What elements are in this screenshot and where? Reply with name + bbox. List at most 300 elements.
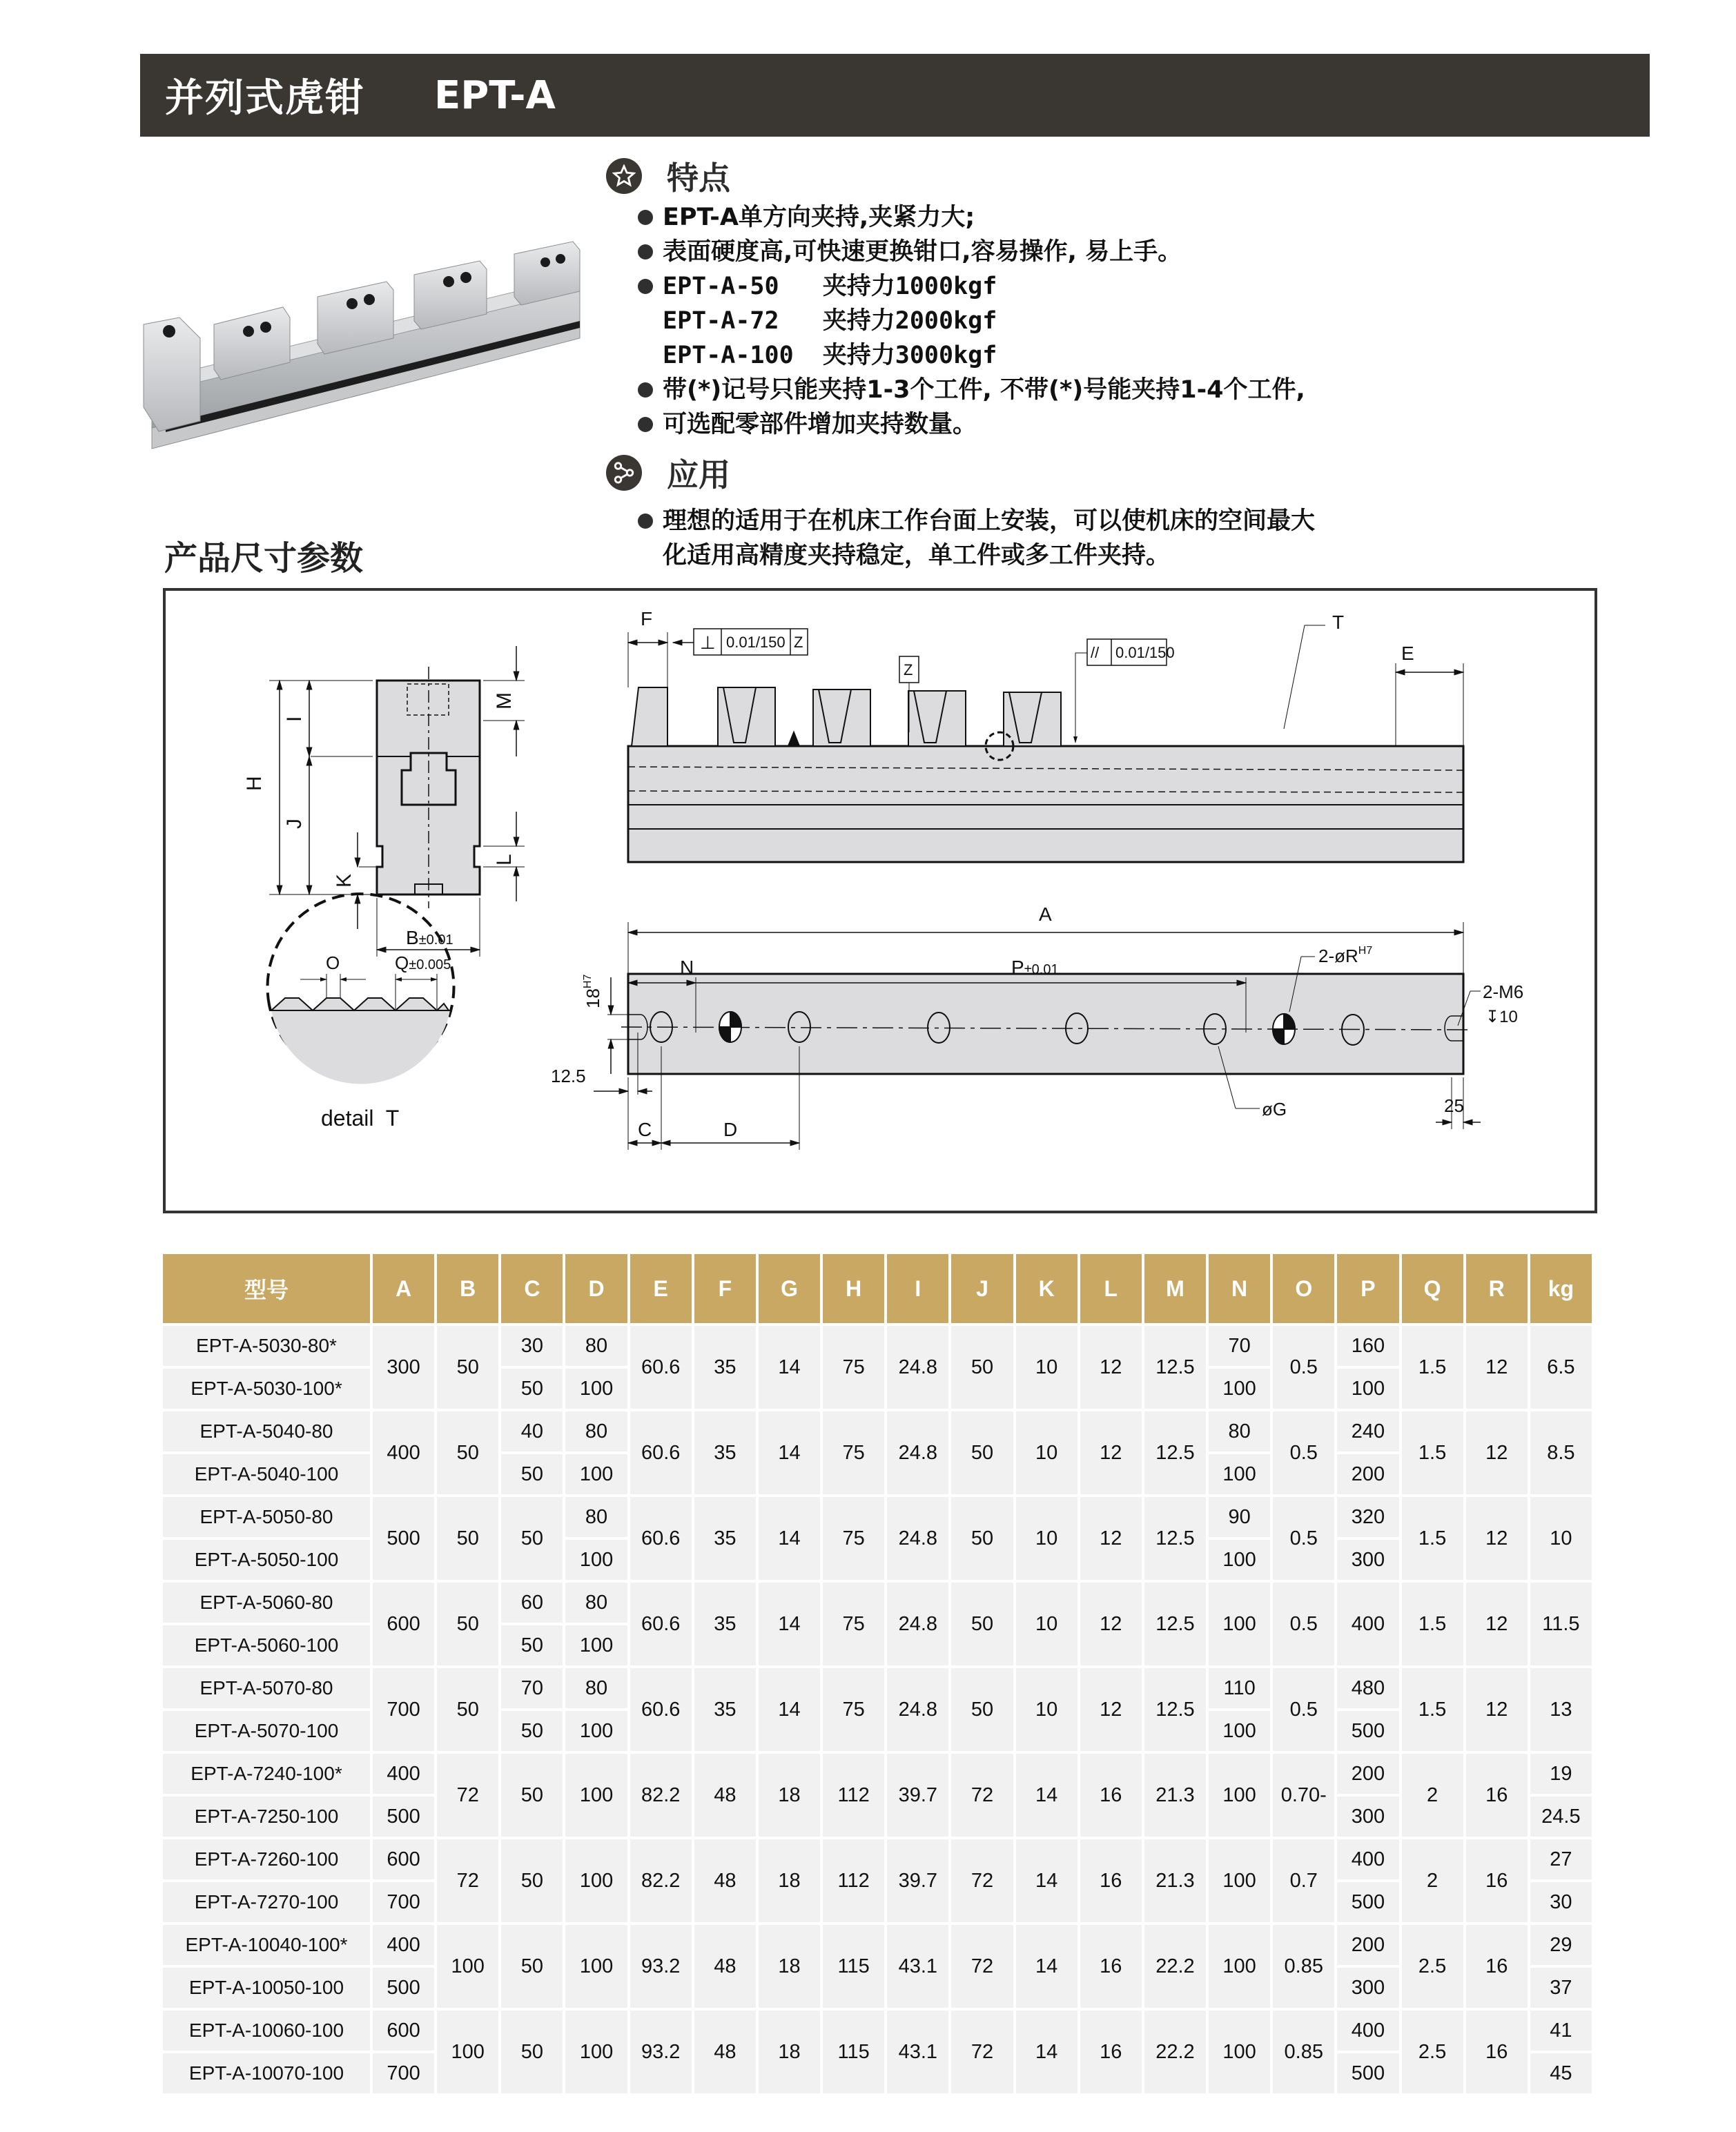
cell-H: 75 [823,1497,884,1580]
cell-D: 100 [565,1754,627,1837]
cell-H: 75 [823,1326,884,1409]
perpendicularity-symbol: ⊥ [700,632,716,653]
label-D: D [723,1119,738,1140]
cell-C: 50 [501,1839,563,1922]
label-B: B±0.01 [406,927,453,948]
cell-C: 50 [501,1625,563,1665]
cell-R: 12 [1466,1411,1528,1494]
label-L: L [493,854,516,865]
table-row [163,1497,1592,1537]
column-header-H: H [823,1254,884,1323]
cell-O: 0.5 [1273,1668,1334,1751]
cell-P: 160 [1337,1326,1398,1366]
column-header-C: C [501,1254,563,1323]
cell-P: 400 [1337,2011,1398,2051]
cell-E: 60.6 [630,1411,692,1494]
cell-D: 80 [565,1411,627,1451]
cell-I: 24.8 [887,1497,948,1580]
column-header-N: N [1209,1254,1270,1323]
cell-F: 35 [694,1668,756,1751]
cell-M: 22.2 [1144,2011,1206,2093]
features-title: 特点 [667,159,730,197]
cell-Q: 1.5 [1402,1497,1463,1580]
perpendicularity-tolerance: 0.01/150 [726,634,786,651]
application-line: 化适用高精度夹持稳定，单工件或多工件夹持。 [663,542,1171,569]
cell-M: 12.5 [1144,1326,1206,1409]
table-row [163,1839,1592,1879]
model-cell: EPT-A-5050-100 [163,1540,370,1580]
cell-D: 100 [565,1369,627,1409]
cell-F: 48 [694,1925,756,2008]
label-12-5: 12.5 [551,1066,586,1086]
cell-K: 10 [1016,1497,1077,1580]
cell-A: 500 [373,1968,434,2008]
cell-A: 500 [373,1497,434,1580]
model-cell: EPT-A-7250-100 [163,1797,370,1837]
cell-D: 80 [565,1668,627,1708]
cell-M: 21.3 [1144,1754,1206,1837]
cell-G: 18 [759,1754,820,1837]
cell-J: 50 [951,1583,1013,1665]
cell-O: 0.5 [1273,1497,1334,1580]
cell-P: 300 [1337,1797,1398,1837]
cell-D: 100 [565,1454,627,1494]
cell-Q: 2 [1402,1754,1463,1837]
applications-title: 应用 [667,456,730,493]
cell-B: 50 [437,1326,498,1409]
cell-H: 112 [823,1754,884,1837]
cell-F: 35 [694,1411,756,1494]
cell-G: 14 [759,1583,820,1665]
label-A: A [1039,903,1052,925]
cell-M: 21.3 [1144,1839,1206,1922]
model-cell: EPT-A-7260-100 [163,1839,370,1879]
applications-list [635,504,1315,573]
cell-N: 110 [1209,1668,1270,1708]
label-H: H [243,776,266,791]
cell-F: 48 [694,2011,756,2093]
cell-R: 16 [1466,1925,1528,2008]
cell-K: 14 [1016,1839,1077,1922]
column-header-P: P [1337,1254,1398,1323]
cell-C: 60 [501,1583,563,1623]
cell-O: 0.7 [1273,1839,1334,1922]
cell-P: 500 [1337,1882,1398,1922]
parallelism-symbol: // [1091,644,1100,661]
cell-kg: 10 [1530,1497,1592,1580]
cell-D: 80 [565,1497,627,1537]
cell-kg: 29 [1530,1925,1592,1965]
cell-I: 24.8 [887,1668,948,1751]
cell-C: 50 [501,1369,563,1409]
cell-P: 400 [1337,1839,1398,1879]
cell-G: 14 [759,1326,820,1409]
column-header-D: D [565,1254,627,1323]
cell-F: 48 [694,1839,756,1922]
cell-P: 480 [1337,1668,1398,1708]
cell-G: 14 [759,1497,820,1580]
drawing-svg [166,591,1594,1211]
cell-I: 39.7 [887,1754,948,1837]
cell-B: 50 [437,1668,498,1751]
cell-R: 16 [1466,1839,1528,1922]
label-2-M6: 2-M6 [1483,981,1524,1002]
column-header-M: M [1144,1254,1206,1323]
model-cell: EPT-A-5050-80 [163,1497,370,1537]
cell-G: 14 [759,1668,820,1751]
cell-Q: 2.5 [1402,1925,1463,2008]
cell-A: 600 [373,1583,434,1665]
cell-N: 100 [1209,1540,1270,1580]
cell-K: 14 [1016,2011,1077,2093]
cell-Q: 1.5 [1402,1668,1463,1751]
cell-P: 300 [1337,1968,1398,2008]
label-C: C [638,1119,652,1140]
column-header-L: L [1080,1254,1142,1323]
cell-K: 10 [1016,1326,1077,1409]
cell-E: 93.2 [630,1925,692,2008]
cell-C: 50 [501,1754,563,1837]
cell-L: 12 [1080,1411,1142,1494]
cell-H: 75 [823,1583,884,1665]
cell-kg: 19 [1530,1754,1592,1794]
cell-C: 50 [501,1925,563,2008]
cell-F: 35 [694,1583,756,1665]
cell-Q: 2.5 [1402,2011,1463,2093]
feature-item: EPT-A-100 夹持力3000kgf [663,342,997,369]
cell-P: 200 [1337,1754,1398,1794]
model-cell: EPT-A-7240-100* [163,1754,370,1794]
cell-H: 112 [823,1839,884,1922]
table-row [163,1326,1592,1366]
cell-A: 300 [373,1326,434,1409]
feature-item: EPT-A-50 夹持力1000kgf [635,269,1305,304]
cell-G: 18 [759,2011,820,2093]
star-icon [606,158,642,194]
cell-E: 60.6 [630,1583,692,1665]
cell-kg: 8.5 [1530,1411,1592,1494]
model-cell: EPT-A-5040-80 [163,1411,370,1451]
cell-kg: 27 [1530,1839,1592,1879]
cell-D: 100 [565,2011,627,2093]
column-header-O: O [1273,1254,1334,1323]
cell-N: 80 [1209,1411,1270,1451]
cell-I: 24.8 [887,1411,948,1494]
cell-R: 16 [1466,1754,1528,1837]
column-header-model: 型号 [163,1254,370,1323]
cell-A: 500 [373,1797,434,1837]
label-2-phiR: $2-øR^{H7}$ [1318,945,1373,966]
cell-R: 12 [1466,1497,1528,1580]
cell-D: 80 [565,1326,627,1366]
cell-N: 100 [1209,1369,1270,1409]
cell-G: 18 [759,1839,820,1922]
feature-item: 带(*)记号只能夹持1-3个工件, 不带(*)号能夹持1-4个工件, [635,373,1305,407]
cell-Q: 1.5 [1402,1411,1463,1494]
cell-B: 72 [437,1754,498,1837]
cell-I: 24.8 [887,1583,948,1665]
cell-E: 60.6 [630,1668,692,1751]
cell-O: 0.85 [1273,2011,1334,2093]
cell-A: 600 [373,1839,434,1879]
cell-H: 75 [823,1411,884,1494]
table-row [163,1754,1592,1794]
cell-N: 90 [1209,1497,1270,1537]
cell-L: 12 [1080,1668,1142,1751]
cell-O: 0.5 [1273,1326,1334,1409]
cell-P: 400 [1337,1583,1398,1665]
feature-item: 表面硬度高,可快速更换钳口,容易操作, 易上手。 [635,235,1305,269]
label-I: I [283,716,306,722]
feature-item: EPT-A-72 夹持力2000kgf [663,307,997,335]
features-list [635,200,1305,442]
cell-A: 600 [373,2011,434,2051]
cell-R: 12 [1466,1326,1528,1409]
cell-C: 40 [501,1411,563,1451]
cell-I: 43.1 [887,1925,948,2008]
cell-B: 72 [437,1839,498,1922]
model-name: EPT-A [434,72,556,118]
column-header-K: K [1016,1254,1077,1323]
cell-H: 115 [823,2011,884,2093]
label-K: K [333,873,355,888]
label-25: 25 [1444,1095,1464,1116]
model-cell: EPT-A-7270-100 [163,1882,370,1922]
column-header-J: J [951,1254,1013,1323]
datum-Z: Z [904,661,913,678]
cell-K: 10 [1016,1411,1077,1494]
cell-M: 12.5 [1144,1497,1206,1580]
feature-item: EPT-A单方向夹持,夹紧力大; [635,200,1305,235]
cell-B: 50 [437,1583,498,1665]
table-row [163,1583,1592,1623]
technical-drawing [163,588,1597,1213]
cell-N: 70 [1209,1326,1270,1366]
cell-B: 100 [437,1925,498,2008]
column-header-G: G [759,1254,820,1323]
cell-N: 100 [1209,2011,1270,2093]
product-image [138,221,601,483]
cell-E: 60.6 [630,1497,692,1580]
cell-E: 93.2 [630,2011,692,2093]
cell-N: 100 [1209,1583,1270,1665]
cell-E: 60.6 [630,1326,692,1409]
cell-J: 50 [951,1668,1013,1751]
cell-A: 400 [373,1411,434,1494]
cell-N: 100 [1209,1925,1270,2008]
model-cell: EPT-A-5070-100 [163,1711,370,1751]
application-line: 理想的适用于在机床工作台面上安装，可以使机床的空间最大 [635,504,1315,538]
cell-L: 12 [1080,1326,1142,1409]
table-row [163,2011,1592,2051]
cell-O: 0.85 [1273,1925,1334,2008]
cell-kg: 37 [1530,1968,1592,2008]
cell-M: 22.2 [1144,1925,1206,2008]
cell-L: 16 [1080,1839,1142,1922]
feature-item: 可选配零部件增加夹持数量。 [635,407,1305,442]
cell-P: 200 [1337,1925,1398,1965]
label-P: P±0.01 [1011,957,1059,978]
cell-D: 100 [565,1925,627,2008]
cell-P: 300 [1337,1540,1398,1580]
model-cell: EPT-A-5030-80* [163,1326,370,1366]
cell-N: 100 [1209,1454,1270,1494]
cell-R: 12 [1466,1583,1528,1665]
column-header-kg: kg [1530,1254,1592,1323]
cell-H: 115 [823,1925,884,2008]
cell-P: 100 [1337,1369,1398,1409]
cell-G: 14 [759,1411,820,1494]
cell-C: 50 [501,1497,563,1580]
cell-F: 48 [694,1754,756,1837]
cell-P: 500 [1337,1711,1398,1751]
cell-kg: 6.5 [1530,1326,1592,1409]
cell-L: 16 [1080,1754,1142,1837]
cell-B: 50 [437,1497,498,1580]
label-E: E [1401,643,1414,664]
cell-N: 100 [1209,1754,1270,1837]
cell-C: 50 [501,1711,563,1751]
cell-P: 320 [1337,1497,1398,1537]
cell-D: 100 [565,1839,627,1922]
column-header-B: B [437,1254,498,1323]
column-header-E: E [630,1254,692,1323]
model-cell: EPT-A-5060-100 [163,1625,370,1665]
cell-kg: 11.5 [1530,1583,1592,1665]
label-J: J [283,819,306,829]
cell-O: 0.70- [1273,1754,1334,1837]
model-cell: EPT-A-5060-80 [163,1583,370,1623]
cell-L: 16 [1080,2011,1142,2093]
cell-P: 240 [1337,1411,1398,1451]
cell-B: 50 [437,1411,498,1494]
cell-L: 16 [1080,1925,1142,2008]
label-18H7: $18^{H7}$ [582,974,603,1008]
label-depth-10: ↧10 [1485,1008,1518,1026]
cell-M: 12.5 [1144,1583,1206,1665]
datum-ref: Z [794,634,803,651]
label-N: N [680,957,694,978]
label-T: T [1332,612,1345,633]
cell-P: 500 [1337,2053,1398,2093]
cell-J: 72 [951,1839,1013,1922]
cell-K: 10 [1016,1583,1077,1665]
cell-K: 14 [1016,1754,1077,1837]
share-icon [606,455,642,491]
cell-C: 70 [501,1668,563,1708]
cell-C: 50 [501,2011,563,2093]
label-M: M [493,692,516,710]
cell-A: 700 [373,1668,434,1751]
spec-table [160,1251,1594,2096]
column-header-A: A [373,1254,434,1323]
cell-D: 100 [565,1625,627,1665]
cell-A: 700 [373,1882,434,1922]
model-cell: EPT-A-10060-100 [163,2011,370,2051]
cell-O: 0.5 [1273,1583,1334,1665]
table-row [163,1668,1592,1708]
cell-F: 35 [694,1326,756,1409]
table-row [163,1925,1592,1965]
cell-M: 12.5 [1144,1411,1206,1494]
column-header-I: I [887,1254,948,1323]
cell-L: 12 [1080,1583,1142,1665]
cell-A: 400 [373,1925,434,1965]
column-header-R: R [1466,1254,1528,1323]
cell-F: 35 [694,1497,756,1580]
cell-Q: 1.5 [1402,1583,1463,1665]
model-cell: EPT-A-5040-100 [163,1454,370,1494]
applications-heading [606,450,730,496]
cell-J: 50 [951,1326,1013,1409]
cell-M: 12.5 [1144,1668,1206,1751]
model-cell: EPT-A-10050-100 [163,1968,370,2008]
dimensions-title: 产品尺寸参数 [164,539,364,578]
cell-J: 50 [951,1411,1013,1494]
label-Q: Q±0.005 [395,952,451,973]
cell-R: 16 [1466,2011,1528,2093]
model-cell: EPT-A-5030-100* [163,1369,370,1409]
column-header-Q: Q [1402,1254,1463,1323]
cell-I: 24.8 [887,1326,948,1409]
cell-C: 50 [501,1454,563,1494]
cell-J: 50 [951,1497,1013,1580]
cell-A: 400 [373,1754,434,1794]
cell-kg: 24.5 [1530,1797,1592,1837]
cell-G: 18 [759,1925,820,2008]
cell-kg: 41 [1530,2011,1592,2051]
cell-I: 43.1 [887,2011,948,2093]
cell-I: 39.7 [887,1839,948,1922]
cell-D: 80 [565,1583,627,1623]
cell-E: 82.2 [630,1839,692,1922]
model-cell: EPT-A-10070-100 [163,2053,370,2093]
cell-N: 100 [1209,1711,1270,1751]
cell-kg: 45 [1530,2053,1592,2093]
parallelism-tolerance: 0.01/150 [1115,644,1175,661]
features-heading [606,153,730,199]
cell-H: 75 [823,1668,884,1751]
label-O: O [326,952,340,973]
cell-P: 200 [1337,1454,1398,1494]
cell-O: 0.5 [1273,1411,1334,1494]
cell-N: 100 [1209,1839,1270,1922]
table-header-row [163,1254,1592,1323]
label-phiG: øG [1262,1099,1287,1119]
model-cell: EPT-A-5070-80 [163,1668,370,1708]
title-bar [140,54,1650,137]
cell-R: 12 [1466,1668,1528,1751]
cell-Q: 2 [1402,1839,1463,1922]
cell-D: 100 [565,1711,627,1751]
cell-K: 10 [1016,1668,1077,1751]
cell-K: 14 [1016,1925,1077,2008]
page-title: 并列式虎钳 [165,76,365,121]
cell-D: 100 [565,1540,627,1580]
cell-A: 700 [373,2053,434,2093]
cell-kg: 30 [1530,1882,1592,1922]
cell-J: 72 [951,2011,1013,2093]
cell-B: 100 [437,2011,498,2093]
model-cell: EPT-A-10040-100* [163,1925,370,1965]
cell-L: 12 [1080,1497,1142,1580]
table-row [163,1411,1592,1451]
label-F: F [641,608,653,629]
column-header-F: F [694,1254,756,1323]
label-detail-T: detail T [321,1106,400,1131]
cell-Q: 1.5 [1402,1326,1463,1409]
cell-kg: 13 [1530,1668,1592,1751]
